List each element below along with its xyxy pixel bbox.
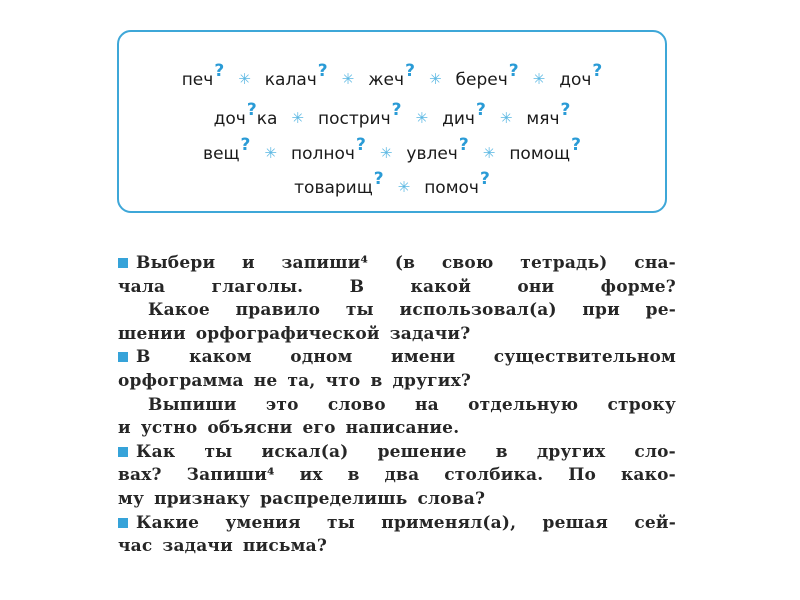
task-word: устно bbox=[140, 418, 198, 439]
task-word: Какое bbox=[148, 300, 210, 321]
word-text: дич bbox=[442, 109, 475, 129]
task-word: его bbox=[302, 418, 336, 439]
word-item bbox=[213, 100, 278, 129]
task-line bbox=[118, 417, 676, 441]
word-row-2 bbox=[119, 100, 665, 129]
task-line bbox=[118, 370, 676, 394]
word-item bbox=[264, 61, 328, 90]
task-word: не bbox=[253, 370, 278, 391]
task-word: орфограмма bbox=[118, 370, 244, 391]
task-line bbox=[118, 394, 676, 418]
task-word: правило bbox=[235, 300, 321, 321]
word-row-3 bbox=[119, 135, 665, 164]
task-word: запиши⁴ bbox=[281, 253, 369, 273]
question-mark: ? bbox=[592, 61, 603, 81]
word-item bbox=[181, 61, 225, 90]
word-box bbox=[117, 30, 667, 213]
task-word: и bbox=[241, 253, 255, 273]
task-word: форме? bbox=[600, 276, 676, 297]
word-text: пострич bbox=[317, 109, 391, 129]
word-item bbox=[526, 100, 571, 129]
task-word: они bbox=[517, 276, 555, 297]
task-line bbox=[118, 252, 676, 276]
task-word: вах? bbox=[118, 465, 162, 486]
question-mark: ? bbox=[479, 169, 490, 189]
question-mark: ? bbox=[317, 61, 328, 81]
word-item bbox=[368, 61, 415, 90]
task-word: та, bbox=[287, 370, 316, 391]
word-item bbox=[291, 135, 366, 164]
separator-star-icon: ✳ bbox=[532, 70, 546, 88]
task-word: сна- bbox=[634, 253, 676, 273]
question-mark: ? bbox=[391, 100, 402, 120]
task-word: написание. bbox=[345, 418, 460, 439]
square-bullet-icon bbox=[118, 518, 128, 528]
separator-star-icon: ✳ bbox=[415, 109, 429, 127]
task-word: Выбери bbox=[118, 252, 215, 276]
word-item bbox=[509, 135, 581, 164]
word-text: жеч bbox=[368, 70, 405, 90]
task-word: решение bbox=[377, 441, 467, 462]
task-word: искал(а) bbox=[261, 441, 349, 462]
task-word: час bbox=[118, 536, 153, 557]
task-word: чала bbox=[118, 276, 166, 297]
task-word: распределишь bbox=[260, 488, 408, 509]
task-word: задачи bbox=[162, 536, 233, 557]
word-item bbox=[455, 61, 519, 90]
task-word: письма? bbox=[242, 536, 327, 557]
word-text: береч bbox=[455, 70, 508, 90]
task-word: В bbox=[349, 276, 365, 297]
task-word: ты bbox=[345, 300, 374, 321]
task-line bbox=[118, 276, 676, 300]
task-word: на bbox=[415, 394, 439, 415]
question-mark: ? bbox=[458, 135, 469, 155]
word-item bbox=[424, 169, 490, 198]
word-item bbox=[294, 169, 384, 198]
word-text: товарищ bbox=[294, 178, 373, 198]
square-bullet-icon bbox=[118, 258, 128, 268]
task-word: какой bbox=[410, 276, 472, 297]
task-word: задачи? bbox=[389, 323, 471, 344]
question-mark: ? bbox=[405, 61, 415, 81]
task-word: ты bbox=[327, 512, 356, 533]
task-word: Как bbox=[118, 441, 175, 465]
task-line bbox=[118, 299, 676, 323]
word-text: печ bbox=[181, 70, 214, 90]
task-word: применял(а), bbox=[381, 512, 517, 533]
task-word: му bbox=[118, 488, 145, 509]
question-mark: ? bbox=[246, 100, 257, 120]
separator-star-icon: ✳ bbox=[291, 109, 304, 127]
task-word: других? bbox=[392, 370, 472, 391]
task-word: орфографической bbox=[195, 323, 380, 344]
task-word: сей- bbox=[634, 512, 676, 533]
task-list bbox=[118, 252, 676, 559]
task-word: в bbox=[370, 370, 383, 391]
word-text: доч bbox=[559, 70, 592, 90]
separator-star-icon: ✳ bbox=[379, 144, 393, 162]
task-word: в bbox=[495, 441, 508, 462]
task-word: свою bbox=[441, 253, 494, 273]
word-text: полноч bbox=[291, 144, 355, 164]
task-word: в bbox=[347, 465, 360, 486]
task-word: и bbox=[118, 418, 131, 439]
task-line bbox=[118, 464, 676, 488]
task-word: глаголы. bbox=[211, 276, 304, 297]
word-text-suffix: ка bbox=[256, 109, 278, 129]
task-word: одном bbox=[290, 347, 353, 368]
task-word: объясни bbox=[207, 418, 293, 439]
question-mark: ? bbox=[214, 61, 225, 81]
task-word: решая bbox=[542, 512, 609, 533]
task-word: отдельную bbox=[468, 394, 579, 415]
task-word: их bbox=[299, 465, 323, 486]
task-word: ре- bbox=[645, 300, 676, 321]
word-item bbox=[406, 135, 469, 164]
task-line bbox=[118, 512, 676, 536]
task-word: В bbox=[118, 346, 151, 370]
word-text: помощ bbox=[509, 144, 571, 164]
task-word: (в bbox=[394, 253, 416, 273]
question-mark: ? bbox=[475, 100, 486, 120]
question-mark: ? bbox=[508, 61, 519, 81]
task-word: По bbox=[568, 465, 597, 486]
word-text: калач bbox=[264, 70, 317, 90]
task-line bbox=[118, 441, 676, 465]
task-word: слово bbox=[327, 394, 386, 415]
task-word: существительном bbox=[493, 347, 676, 368]
task-word: имени bbox=[391, 347, 456, 368]
word-text: вещ bbox=[203, 144, 240, 164]
task-word: при bbox=[582, 300, 620, 321]
task-word: использовал(а) bbox=[399, 300, 557, 321]
word-text: увлеч bbox=[406, 144, 458, 164]
square-bullet-icon bbox=[118, 352, 128, 362]
question-mark: ? bbox=[560, 100, 571, 120]
task-word: два bbox=[384, 465, 420, 486]
task-word: это bbox=[265, 394, 299, 415]
word-text: помоч bbox=[424, 178, 479, 198]
task-word: тетрадь) bbox=[520, 253, 608, 273]
task-line bbox=[118, 323, 676, 347]
task-word: умения bbox=[225, 512, 301, 533]
task-word: слова? bbox=[417, 488, 486, 509]
task-word: како- bbox=[620, 465, 676, 486]
separator-star-icon: ✳ bbox=[341, 70, 355, 88]
separator-star-icon: ✳ bbox=[499, 109, 513, 127]
separator-star-icon: ✳ bbox=[264, 144, 277, 162]
task-word: что bbox=[325, 370, 361, 391]
word-item bbox=[317, 100, 402, 129]
separator-star-icon: ✳ bbox=[482, 144, 496, 162]
word-text: мяч bbox=[526, 109, 560, 129]
task-word: Выпиши bbox=[148, 394, 237, 415]
task-word: Запиши⁴ bbox=[186, 465, 275, 486]
task-line bbox=[118, 346, 676, 370]
task-word: шении bbox=[118, 323, 186, 344]
word-item bbox=[442, 100, 486, 129]
word-text: доч bbox=[213, 109, 246, 129]
separator-star-icon: ✳ bbox=[238, 70, 251, 88]
task-word: строку bbox=[607, 394, 676, 415]
square-bullet-icon bbox=[118, 447, 128, 457]
question-mark: ? bbox=[240, 135, 251, 155]
task-word: ты bbox=[204, 441, 233, 462]
word-item bbox=[203, 135, 251, 164]
task-word: Какие bbox=[118, 512, 199, 536]
task-word: других bbox=[536, 441, 606, 462]
separator-star-icon: ✳ bbox=[397, 178, 411, 196]
task-word: столбика. bbox=[444, 465, 544, 486]
task-word: признаку bbox=[154, 488, 251, 509]
question-mark: ? bbox=[571, 135, 581, 155]
task-line bbox=[118, 535, 676, 559]
question-mark: ? bbox=[355, 135, 366, 155]
task-word: сло- bbox=[634, 441, 676, 462]
task-line bbox=[118, 488, 676, 512]
word-row-1 bbox=[119, 61, 665, 90]
word-item bbox=[559, 61, 603, 90]
task-word: каком bbox=[189, 347, 252, 368]
question-mark: ? bbox=[373, 169, 384, 189]
word-row-4 bbox=[119, 169, 665, 198]
separator-star-icon: ✳ bbox=[428, 70, 442, 88]
